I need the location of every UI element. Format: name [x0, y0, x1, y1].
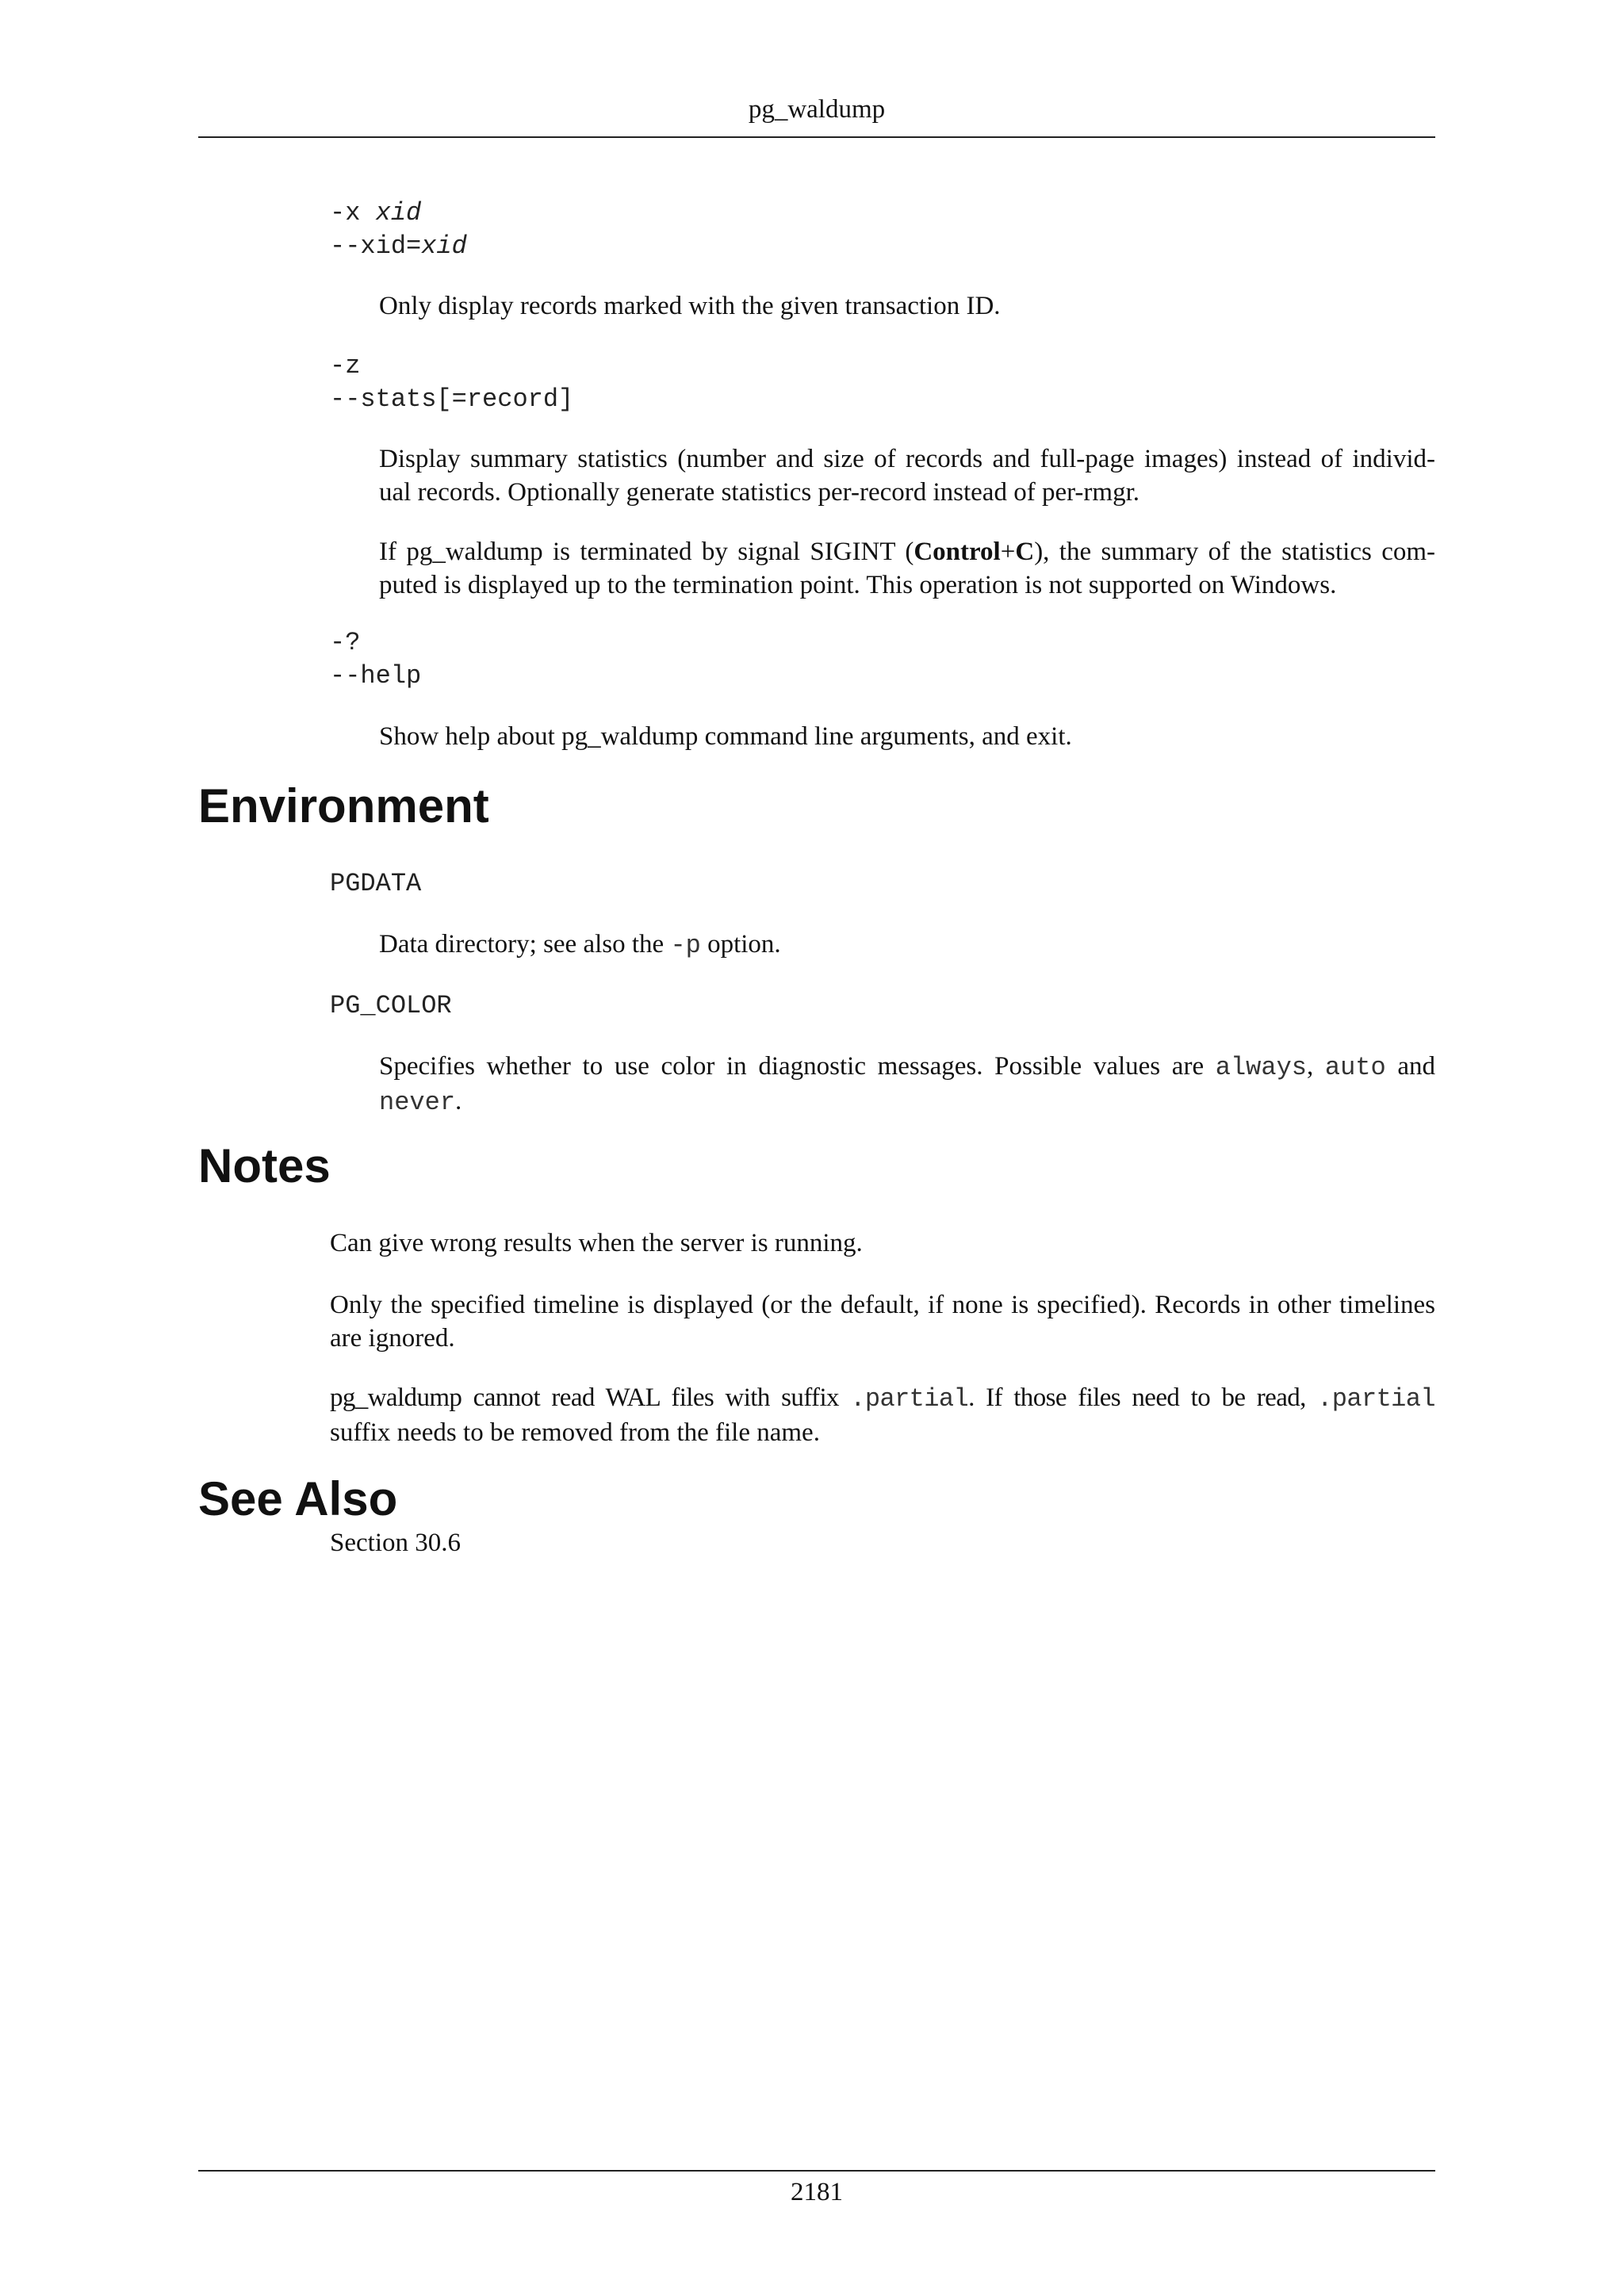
- see-also-link-section-30-6[interactable]: Section 30.6: [330, 1529, 461, 1557]
- section-heading-see-also: See Also: [198, 1472, 398, 1525]
- inline-code-p: -p: [670, 931, 701, 960]
- option-description-xid: Only display records marked with the given transaction ID.: [379, 292, 1001, 320]
- option-description-stats-1: Display summary statistics (number and size of records and full-page images) instead of individ- ual records. Optionally generate statistics per-record instead of per-rmgr.: [379, 445, 1435, 507]
- notes-paragraph-3: pg_waldump cannot read WAL files with suffix .partial. If those files need to be read, .partial suffix needs to be removed from the file name.: [330, 1383, 1435, 1447]
- option-term-xid: [330, 197, 467, 263]
- option-term-help: [330, 626, 421, 693]
- notes-paragraph-2: Only the specified timeline is displayed (or the default, if none is specified). Records in other timelines are ignored.: [330, 1291, 1435, 1353]
- notes-paragraph-1: Can give wrong results when the server is running.: [330, 1229, 863, 1257]
- option-description-stats-2: If pg_waldump is terminated by signal SIGINT (Control+C), the summary of the statistics com- puted is displayed up to the termination point. This operation is not supported on Windows.: [379, 538, 1435, 599]
- running-header: pg_waldump: [748, 95, 886, 124]
- inline-code-always: always: [1215, 1053, 1307, 1082]
- option-long-help: --help: [330, 661, 422, 691]
- inline-code-never: never: [379, 1088, 456, 1117]
- env-description-pgdata: Data directory; see also the -p option.: [379, 930, 781, 960]
- header-rule: [198, 136, 1435, 138]
- option-long-stats: --stats[=record]: [330, 385, 574, 414]
- inline-code-partial-2: .partial: [1317, 1384, 1435, 1414]
- option-long-xid: --xid=xid: [330, 232, 467, 261]
- inline-code-auto: auto: [1324, 1053, 1386, 1082]
- inline-code-partial-1: .partial: [850, 1384, 969, 1414]
- option-short-xid: -x xid: [330, 198, 422, 228]
- option-description-help: Show help about pg_waldump command line arguments, and exit.: [379, 722, 1072, 751]
- key-c: C: [1015, 538, 1035, 566]
- env-var-pg-color: PG_COLOR: [330, 991, 452, 1020]
- footer-rule: [198, 2170, 1435, 2172]
- env-var-pgdata: PGDATA: [330, 869, 422, 898]
- section-heading-environment: Environment: [198, 779, 489, 832]
- page-number: 2181: [791, 2178, 843, 2206]
- option-term-stats: [330, 350, 573, 416]
- section-heading-notes: Notes: [198, 1139, 331, 1192]
- key-control: Control: [914, 538, 1001, 566]
- env-description-pg-color: Specifies whether to use color in diagnostic messages. Possible values are always, auto and never.: [379, 1052, 1436, 1117]
- option-short-help: -?: [330, 628, 361, 657]
- option-short-stats: -z: [330, 351, 361, 381]
